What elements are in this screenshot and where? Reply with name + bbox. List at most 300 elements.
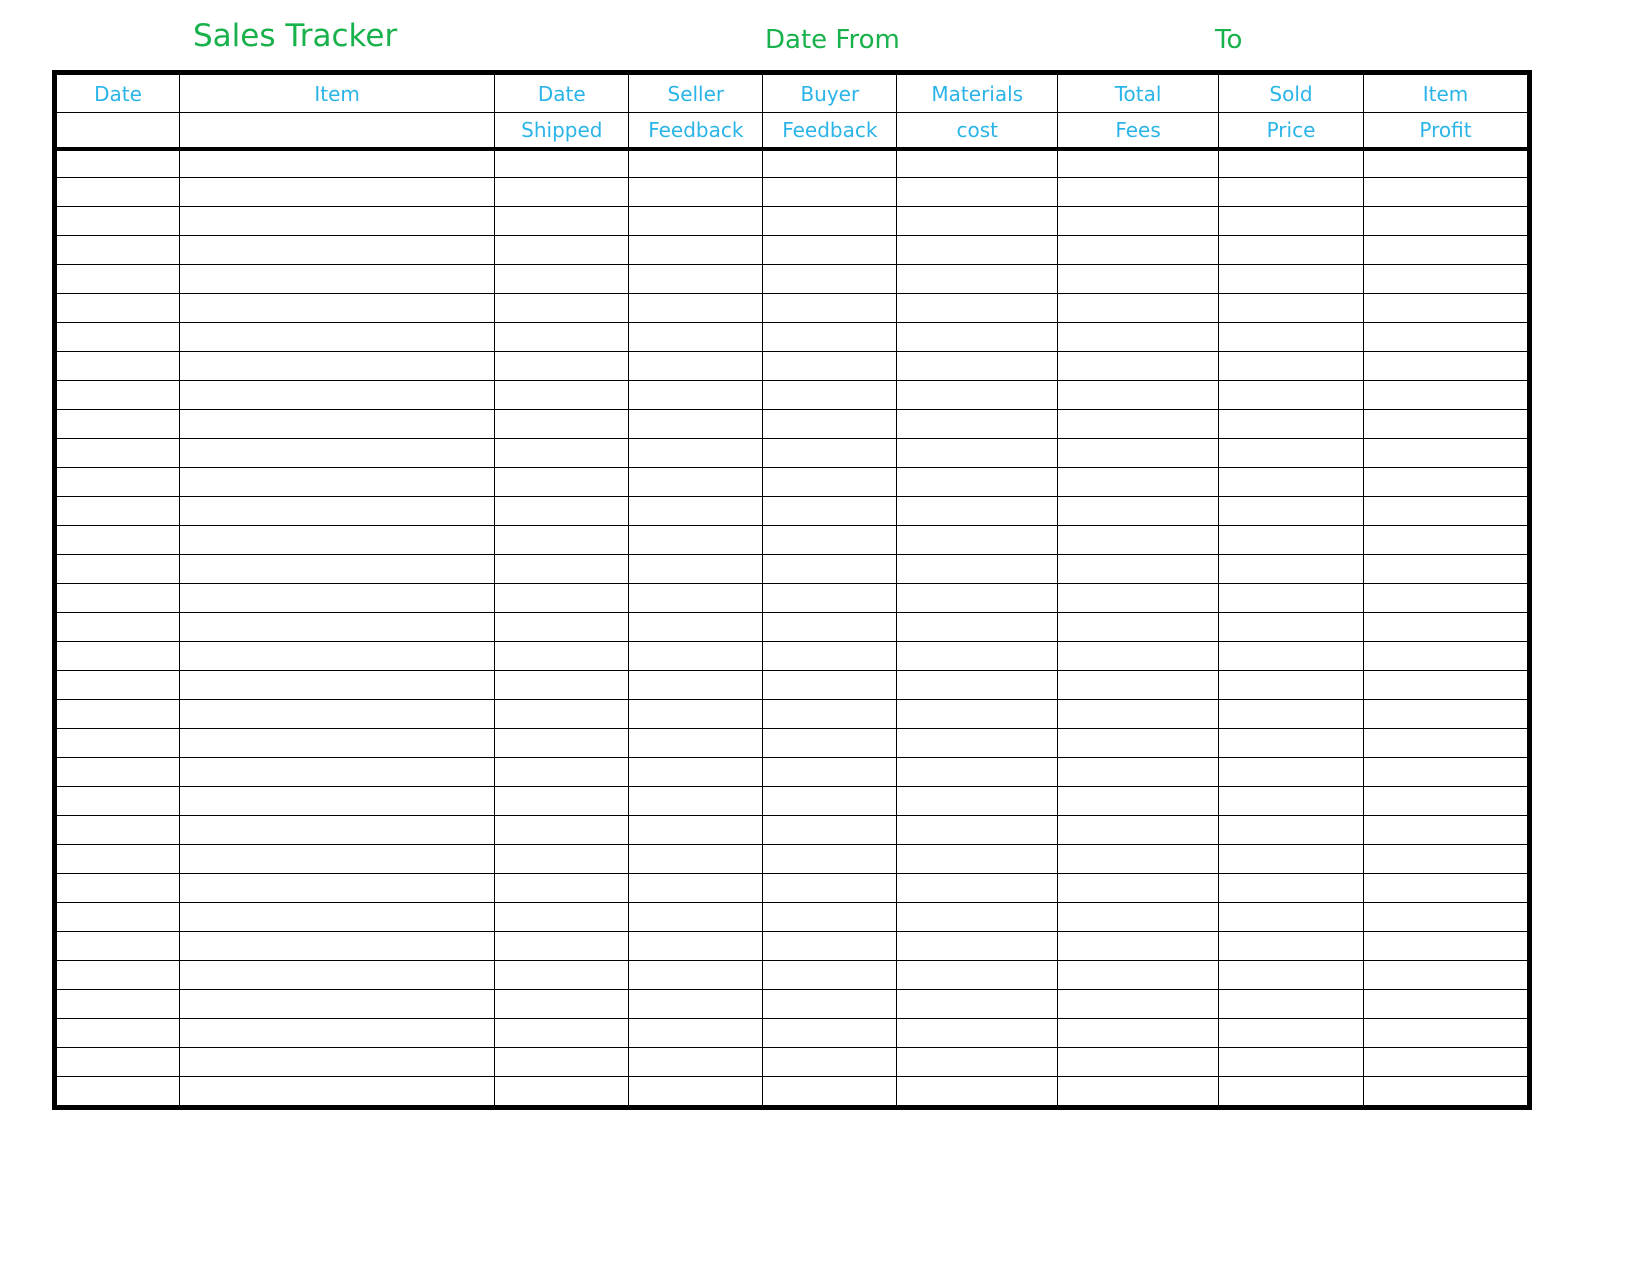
table-cell[interactable] [57,932,180,961]
table-cell[interactable] [1364,294,1528,323]
table-cell[interactable] [1218,642,1363,671]
table-cell[interactable] [629,932,763,961]
table-cell[interactable] [629,787,763,816]
table-cell[interactable] [629,352,763,381]
table-cell[interactable] [897,700,1058,729]
table-cell[interactable] [1058,352,1219,381]
table-cell[interactable] [1364,265,1528,294]
table-cell[interactable] [1058,294,1219,323]
table-cell[interactable] [1058,1077,1219,1106]
table-cell[interactable] [897,526,1058,555]
table-cell[interactable] [763,1048,897,1077]
table-cell[interactable] [763,207,897,236]
table-cell[interactable] [57,410,180,439]
table-cell[interactable] [1058,584,1219,613]
table-cell[interactable] [57,961,180,990]
table-cell[interactable] [1218,671,1363,700]
table-cell[interactable] [629,613,763,642]
table-cell[interactable] [179,439,494,468]
table-cell[interactable] [1058,903,1219,932]
table-cell[interactable] [1058,845,1219,874]
table-cell[interactable] [1058,932,1219,961]
table-cell[interactable] [1058,555,1219,584]
table-cell[interactable] [1218,845,1363,874]
table-cell[interactable] [1364,323,1528,352]
table-cell[interactable] [57,149,180,178]
table-cell[interactable] [1058,497,1219,526]
table-cell[interactable] [57,468,180,497]
table-cell[interactable] [495,903,629,932]
table-cell[interactable] [1218,874,1363,903]
table-cell[interactable] [1364,816,1528,845]
table-cell[interactable] [897,584,1058,613]
table-cell[interactable] [1218,903,1363,932]
table-cell[interactable] [763,961,897,990]
table-cell[interactable] [763,729,897,758]
table-cell[interactable] [1218,700,1363,729]
table-cell[interactable] [179,932,494,961]
table-cell[interactable] [57,236,180,265]
table-cell[interactable] [495,410,629,439]
table-cell[interactable] [763,265,897,294]
table-cell[interactable] [57,816,180,845]
table-cell[interactable] [897,932,1058,961]
table-cell[interactable] [1218,1019,1363,1048]
table-cell[interactable] [763,671,897,700]
table-cell[interactable] [629,468,763,497]
table-cell[interactable] [629,1019,763,1048]
table-cell[interactable] [495,381,629,410]
table-cell[interactable] [1218,439,1363,468]
table-cell[interactable] [57,700,180,729]
column-header-bottom: Shipped [495,113,629,149]
table-cell[interactable] [179,352,494,381]
table-cell[interactable] [763,381,897,410]
table-cell[interactable] [629,584,763,613]
table-cell[interactable] [1058,410,1219,439]
table-cell[interactable] [179,584,494,613]
table-cell[interactable] [57,178,180,207]
table-cell[interactable] [1058,178,1219,207]
table-cell[interactable] [763,903,897,932]
table-cell[interactable] [1364,352,1528,381]
table-cell[interactable] [495,845,629,874]
table-cell[interactable] [1364,932,1528,961]
table-cell[interactable] [179,178,494,207]
table-cell[interactable] [897,439,1058,468]
table-cell[interactable] [1364,787,1528,816]
table-cell[interactable] [57,207,180,236]
table-cell[interactable] [1218,816,1363,845]
table-cell[interactable] [897,1019,1058,1048]
table-cell[interactable] [1058,700,1219,729]
table-cell[interactable] [1218,381,1363,410]
table-cell[interactable] [897,207,1058,236]
table-cell[interactable] [57,323,180,352]
table-cell[interactable] [1364,149,1528,178]
table-cell[interactable] [495,236,629,265]
table-cell[interactable] [179,1077,494,1106]
table-cell[interactable] [897,729,1058,758]
table-cell[interactable] [897,961,1058,990]
table-cell[interactable] [179,1048,494,1077]
table-cell[interactable] [897,352,1058,381]
table-cell[interactable] [1364,584,1528,613]
table-cell[interactable] [495,1048,629,1077]
table-cell[interactable] [763,439,897,468]
table-cell[interactable] [179,468,494,497]
table-cell[interactable] [1364,903,1528,932]
table-cell[interactable] [179,149,494,178]
table-cell[interactable] [629,961,763,990]
table-cell[interactable] [1058,816,1219,845]
table-cell[interactable] [1364,613,1528,642]
table-cell[interactable] [57,526,180,555]
table-cell[interactable] [629,236,763,265]
table-cell[interactable] [763,642,897,671]
table-cell[interactable] [1058,990,1219,1019]
table-cell[interactable] [763,584,897,613]
table-cell[interactable] [495,932,629,961]
table-cell[interactable] [1364,381,1528,410]
table-row [57,1048,1528,1077]
table-cell[interactable] [1364,758,1528,787]
table-cell[interactable] [897,381,1058,410]
table-cell[interactable] [179,816,494,845]
table-cell[interactable] [629,729,763,758]
table-cell[interactable] [763,294,897,323]
table-cell[interactable] [1218,149,1363,178]
table-cell[interactable] [763,845,897,874]
table-cell[interactable] [897,845,1058,874]
table-cell[interactable] [1364,700,1528,729]
table-cell[interactable] [179,323,494,352]
table-cell[interactable] [1218,932,1363,961]
table-cell[interactable] [495,584,629,613]
table-cell[interactable] [763,758,897,787]
table-cell[interactable] [1058,613,1219,642]
table-cell[interactable] [495,207,629,236]
table-cell[interactable] [1058,787,1219,816]
table-cell[interactable] [57,903,180,932]
table-cell[interactable] [1058,526,1219,555]
table-cell[interactable] [57,671,180,700]
table-cell[interactable] [1364,961,1528,990]
table-cell[interactable] [57,729,180,758]
table-cell[interactable] [1364,1048,1528,1077]
table-cell[interactable] [897,555,1058,584]
table-cell[interactable] [179,294,494,323]
table-cell[interactable] [57,352,180,381]
table-cell[interactable] [1364,236,1528,265]
table-cell[interactable] [1058,1048,1219,1077]
table-cell[interactable] [1218,207,1363,236]
table-cell[interactable] [763,236,897,265]
table-cell[interactable] [1364,874,1528,903]
table-cell[interactable] [897,1077,1058,1106]
table-cell[interactable] [1218,613,1363,642]
table-cell[interactable] [1364,207,1528,236]
table-cell[interactable] [629,874,763,903]
table-cell[interactable] [495,758,629,787]
table-cell[interactable] [1364,729,1528,758]
table-cell[interactable] [897,236,1058,265]
table-cell[interactable] [57,381,180,410]
table-cell[interactable] [897,323,1058,352]
table-cell[interactable] [495,468,629,497]
table-cell[interactable] [897,265,1058,294]
table-cell[interactable] [897,497,1058,526]
table-cell[interactable] [629,816,763,845]
table-cell[interactable] [1218,236,1363,265]
table-cell[interactable] [179,700,494,729]
table-cell[interactable] [57,294,180,323]
table-cell[interactable] [179,729,494,758]
table-cell[interactable] [495,990,629,1019]
table-cell[interactable] [763,526,897,555]
table-cell[interactable] [1218,352,1363,381]
table-cell[interactable] [179,381,494,410]
table-cell[interactable] [495,265,629,294]
table-cell[interactable] [1364,526,1528,555]
table-cell[interactable] [1218,990,1363,1019]
table-cell[interactable] [1058,265,1219,294]
table-cell[interactable] [897,816,1058,845]
table-cell[interactable] [1058,671,1219,700]
table-cell[interactable] [1218,1048,1363,1077]
table-cell[interactable] [179,207,494,236]
table-cell[interactable] [495,555,629,584]
table-cell[interactable] [1058,468,1219,497]
table-cell[interactable] [495,149,629,178]
table-cell[interactable] [495,439,629,468]
table-cell[interactable] [629,555,763,584]
table-cell[interactable] [179,236,494,265]
table-cell[interactable] [897,758,1058,787]
table-cell[interactable] [1364,990,1528,1019]
table-cell[interactable] [1364,178,1528,207]
table-cell[interactable] [495,874,629,903]
table-cell[interactable] [179,265,494,294]
table-cell[interactable] [897,149,1058,178]
table-cell[interactable] [57,990,180,1019]
table-cell[interactable] [179,526,494,555]
table-cell[interactable] [495,613,629,642]
table-cell[interactable] [495,961,629,990]
table-cell[interactable] [57,439,180,468]
table-cell[interactable] [1218,758,1363,787]
table-cell[interactable] [179,642,494,671]
table-cell[interactable] [1058,874,1219,903]
table-cell[interactable] [179,758,494,787]
table-cell[interactable] [57,555,180,584]
table-cell[interactable] [897,787,1058,816]
table-cell[interactable] [1218,294,1363,323]
table-cell[interactable] [179,961,494,990]
table-cell[interactable] [763,1077,897,1106]
table-cell[interactable] [763,497,897,526]
table-cell[interactable] [763,613,897,642]
table-cell[interactable] [179,1019,494,1048]
table-cell[interactable] [629,990,763,1019]
table-cell[interactable] [495,729,629,758]
table-cell[interactable] [1058,381,1219,410]
table-cell[interactable] [1058,323,1219,352]
table-cell[interactable] [1058,149,1219,178]
table-cell[interactable] [629,149,763,178]
table-cell[interactable] [1058,758,1219,787]
table-cell[interactable] [629,294,763,323]
table-cell[interactable] [1058,642,1219,671]
table-cell[interactable] [1364,1019,1528,1048]
table-cell[interactable] [1364,671,1528,700]
table-cell[interactable] [179,903,494,932]
table-cell[interactable] [1218,323,1363,352]
table-cell[interactable] [897,410,1058,439]
table-cell[interactable] [495,294,629,323]
table-cell[interactable] [179,613,494,642]
table-cell[interactable] [1218,787,1363,816]
table-cell[interactable] [1218,178,1363,207]
table-cell[interactable] [179,555,494,584]
table-cell[interactable] [629,178,763,207]
table-cell[interactable] [57,1077,180,1106]
table-cell[interactable] [897,178,1058,207]
table-cell[interactable] [763,555,897,584]
table-cell[interactable] [629,700,763,729]
table-cell[interactable] [495,526,629,555]
table-cell[interactable] [897,903,1058,932]
table-cell[interactable] [1058,729,1219,758]
table-cell[interactable] [1364,845,1528,874]
table-cell[interactable] [1058,1019,1219,1048]
table-cell[interactable] [57,1019,180,1048]
table-cell[interactable] [495,787,629,816]
table-cell[interactable] [495,497,629,526]
table-cell[interactable] [1058,236,1219,265]
table-cell[interactable] [897,671,1058,700]
table-cell[interactable] [495,352,629,381]
table-cell[interactable] [763,149,897,178]
table-cell[interactable] [179,671,494,700]
table-cell[interactable] [57,758,180,787]
table-cell[interactable] [495,700,629,729]
table-cell[interactable] [763,178,897,207]
table-cell[interactable] [629,671,763,700]
table-cell[interactable] [495,1019,629,1048]
table-cell[interactable] [1218,555,1363,584]
table-cell[interactable] [1218,497,1363,526]
table-cell[interactable] [763,323,897,352]
table-cell[interactable] [629,526,763,555]
table-cell[interactable] [495,642,629,671]
table-cell[interactable] [57,584,180,613]
table-cell[interactable] [1364,555,1528,584]
table-cell[interactable] [897,990,1058,1019]
table-cell[interactable] [179,497,494,526]
table-cell[interactable] [897,294,1058,323]
table-cell[interactable] [57,265,180,294]
table-cell[interactable] [57,787,180,816]
table-cell[interactable] [1364,1077,1528,1106]
table-cell[interactable] [629,497,763,526]
table-cell[interactable] [57,642,180,671]
table-cell[interactable] [629,323,763,352]
table-cell[interactable] [897,613,1058,642]
table-cell[interactable] [629,265,763,294]
table-cell[interactable] [763,787,897,816]
table-cell[interactable] [1364,439,1528,468]
table-cell[interactable] [897,874,1058,903]
table-cell[interactable] [179,874,494,903]
table-cell[interactable] [629,642,763,671]
table-row [57,758,1528,787]
table-cell[interactable] [1218,410,1363,439]
table-cell[interactable] [179,990,494,1019]
table-cell[interactable] [495,1077,629,1106]
table-cell[interactable] [629,439,763,468]
table-cell[interactable] [629,1048,763,1077]
table-cell[interactable] [763,932,897,961]
table-cell[interactable] [1364,497,1528,526]
table-cell[interactable] [897,1048,1058,1077]
table-cell[interactable] [495,671,629,700]
table-cell[interactable] [763,1019,897,1048]
table-cell[interactable] [763,816,897,845]
table-cell[interactable] [1218,1077,1363,1106]
table-cell[interactable] [57,1048,180,1077]
table-cell[interactable] [57,497,180,526]
table-cell[interactable] [1218,729,1363,758]
table-cell[interactable] [1218,468,1363,497]
table-cell[interactable] [763,874,897,903]
table-cell[interactable] [763,410,897,439]
table-cell[interactable] [629,381,763,410]
table-cell[interactable] [629,207,763,236]
table-cell[interactable] [629,903,763,932]
table-cell[interactable] [57,845,180,874]
table-cell[interactable] [1218,961,1363,990]
table-cell[interactable] [1364,468,1528,497]
table-cell[interactable] [179,787,494,816]
table-cell[interactable] [1218,526,1363,555]
table-cell[interactable] [1058,961,1219,990]
table-cell[interactable] [1364,642,1528,671]
table-cell[interactable] [179,410,494,439]
table-cell[interactable] [57,613,180,642]
table-cell[interactable] [1364,410,1528,439]
table-cell[interactable] [179,845,494,874]
table-cell[interactable] [629,1077,763,1106]
table-cell[interactable] [629,758,763,787]
table-cell[interactable] [1218,584,1363,613]
table-cell[interactable] [495,178,629,207]
table-cell[interactable] [897,468,1058,497]
table-cell[interactable] [1058,207,1219,236]
table-cell[interactable] [629,410,763,439]
table-cell[interactable] [763,468,897,497]
table-cell[interactable] [763,352,897,381]
table-cell[interactable] [897,642,1058,671]
table-cell[interactable] [1218,265,1363,294]
table-cell[interactable] [629,845,763,874]
table-cell[interactable] [763,700,897,729]
table-cell[interactable] [495,816,629,845]
table-cell[interactable] [495,323,629,352]
table-cell[interactable] [1058,439,1219,468]
table-cell[interactable] [57,874,180,903]
table-cell[interactable] [763,990,897,1019]
